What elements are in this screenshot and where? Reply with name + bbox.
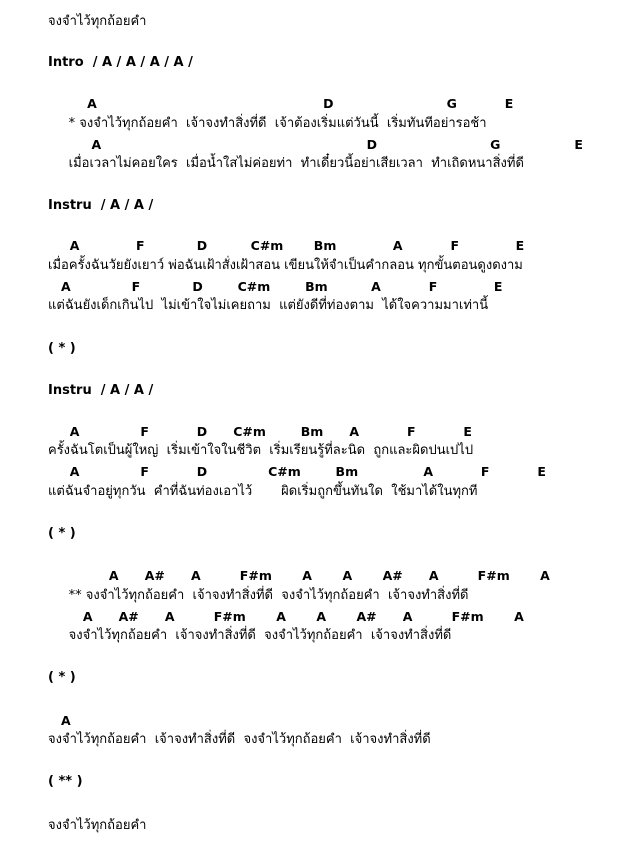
verse2-chords-1: A F D C#m Bm A F E bbox=[48, 238, 525, 253]
verse1-chords-1: A D G E bbox=[48, 96, 514, 111]
reference-verse-2: ( * ) bbox=[48, 526, 76, 541]
verse2-lyrics-2: แต่ฉันยังเด็กเกินไป ไม่เข้าใจไม่เคยถาม แต่ยังดีที่ท่องตาม ได้ใจความมาเท่านี้ bbox=[48, 298, 489, 313]
verse3-chords-2: A F D C#m Bm A F E bbox=[48, 464, 546, 479]
verse1-chords-2: A D G E bbox=[48, 137, 583, 152]
reference-verse-1: ( * ) bbox=[48, 341, 76, 356]
outro-lyrics: จงจำไว้ทุกถ้อยคำ เจ้าจงทำสิ่งที่ดี จงจำไว้ทุกถ้อยคำ เจ้าจงทำสิ่งที่ดี bbox=[48, 732, 431, 747]
outro-chords: A bbox=[48, 713, 71, 728]
verse1-lyrics-2: เมื่อเวลาไม่คอยใคร เมื่อน้ำใสไม่ค่อยท่า ทำเดี๋ยวนี้อย่าเสียเวลา ทำเถิดหนาสิ่งที่ดี bbox=[48, 156, 524, 171]
verse2-lyrics-1: เมื่อครั้งฉันวัยยังเยาว์ พ่อฉันเฝ้าสั่งเฝ้าสอน เขียนให้จำเป็นคำกลอน ทุกขั้นตอนดูงดงาม bbox=[48, 258, 523, 273]
instru-line-2: Instru / A / A / bbox=[48, 383, 154, 398]
verse1-lyrics-1: * จงจำไว้ทุกถ้อยคำ เจ้าจงทำสิ่งที่ดี เจ้าต้องเริ่มแต่วันนี้ เริ่มทันทีอย่ารอช้า bbox=[48, 116, 487, 131]
chorus-chords-1: A A# A F#m A A A# A F#m A bbox=[48, 568, 550, 583]
verse3-lyrics-2: แต่ฉันจำอยู่ทุกวัน คำที่ฉันท่องเอาไว้ ผิดเริ่มถูกขึ้นทันใด ใช้มาได้ในทุกที bbox=[48, 484, 478, 499]
verse3-chords-1: A F D C#m Bm A F E bbox=[48, 424, 472, 439]
intro-line: Intro / A / A / A / A / bbox=[48, 55, 193, 70]
reference-verse-3: ( * ) bbox=[48, 670, 76, 685]
chorus-chords-2: A A# A F#m A A A# A F#m A bbox=[48, 609, 524, 624]
chorus-lyrics-1: ** จงจำไว้ทุกถ้อยคำ เจ้าจงทำสิ่งที่ดี จงจำไว้ทุกถ้อยคำ เจ้าจงทำสิ่งที่ดี bbox=[48, 588, 469, 603]
ending-line: จงจำไว้ทุกถ้อยคำ bbox=[48, 818, 147, 833]
instru-line-1: Instru / A / A / bbox=[48, 198, 154, 213]
reference-chorus: ( ** ) bbox=[48, 774, 83, 789]
verse2-chords-2: A F D C#m Bm A F E bbox=[48, 279, 503, 294]
verse3-lyrics-1: ครั้งฉันโตเป็นผู้ใหญ่ เริ่มเข้าใจในชีวิต เริ่มเรียนรู้ที่ละนิด ถูกและผิดปนเปไป bbox=[48, 443, 474, 458]
chorus-lyrics-2: จงจำไว้ทุกถ้อยคำ เจ้าจงทำสิ่งที่ดี จงจำไว้ทุกถ้อยคำ เจ้าจงทำสิ่งที่ดี bbox=[48, 628, 452, 643]
song-title: จงจำไว้ทุกถ้อยคำ bbox=[48, 14, 147, 29]
